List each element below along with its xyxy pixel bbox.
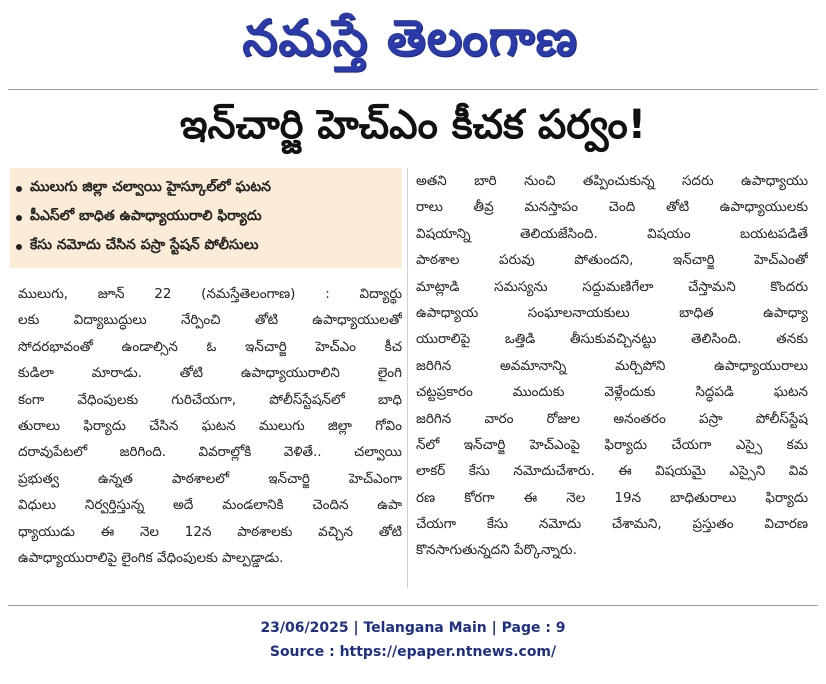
source-link[interactable]: Source : https://epaper.ntnews.com/	[269, 644, 557, 660]
masthead-divider	[8, 89, 818, 90]
text-line: తురాలు ఫిర్యాదు చేసిన ఘటన ములుగు జిల్లా గోవిం	[18, 417, 402, 434]
article-column-right	[416, 168, 808, 564]
headline: ఇన్‌చార్జి హెచ్‌ఎం కీచక పర్వం!	[180, 102, 646, 148]
text-line: సోదరభావంతో ఉండాల్సిన ఓ ఇన్‌చార్జి హెచ్‌ఎం కీచ	[18, 338, 402, 355]
highlight-text: ములుగు జిల్లా చల్వాయి హైస్కూల్‌లో ఘటన	[30, 179, 271, 195]
article-column-left	[18, 281, 402, 571]
bullet-icon	[16, 244, 22, 250]
text-line: ధ్యాయుడు ఈ నెల 12న పాఠశాలకు వచ్చిన తోటి	[18, 523, 402, 540]
masthead-title: నమస్తే తెలంగాణ	[242, 8, 578, 67]
highlight-item	[16, 203, 396, 232]
highlight-text: పీఎస్‌లో బాధిత ఉపాధ్యాయురాలి ఫిర్యాదు	[30, 208, 262, 224]
text-line: ములుగు, జూన్ 22 (నమస్తేతెలంగాణ) : విద్యార్థు	[18, 286, 402, 302]
text-line: జరిగిన వారం రోజుల అనంతరం పస్రా పోలీస్‌స్టేష	[416, 410, 808, 427]
text-line: దరావుపేటలో జరిగింది. వివరాల్లోకి వెళితే.. చల్వాయి	[18, 444, 402, 461]
text-line: రాలు తీవ్ర మనస్తాపం చెంది తోటి ఉపాధ్యాయులకు	[416, 199, 808, 216]
highlight-item	[16, 174, 396, 203]
text-line: ప్రభుత్వ ఉన్నత పాఠశాలలో ఇన్‌చార్జి హెచ్‌ఎంగా	[18, 470, 402, 487]
text-line: ఉపాధ్యాయురాలిపై లైంగిక వేధింపులకు పాల్పడ్డాడు.	[18, 549, 284, 566]
text-line: లాకర్ కేసు నమోదుచేశారు. ఈ విషయమై ఎస్సైని వివ	[416, 463, 808, 480]
text-line: కొనసాగుతున్నదని పేర్కొన్నారు.	[416, 542, 577, 559]
text-line: చట్టప్రకారం ముందుకు వెళ్లేందుకు సిద్ధపడి ఘటన	[416, 384, 808, 401]
text-line: ఉపాధ్యాయ సంఘాలనాయకులు బాధిత ఉపాధ్యా	[416, 304, 808, 321]
bullet-icon	[16, 215, 22, 221]
text-line: రణ కోరగా ఈ నెల 19న బాధితురాలు ఫిర్యాదు	[416, 489, 808, 506]
edition-info: 23/06/2025 | Telangana Main | Page : 9	[260, 620, 566, 636]
text-line: కుడిలా మారాడు. తోటి ఉపాధ్యాయురాలిని లైంగి	[18, 365, 402, 382]
text-line: కంగా వేధింపులకు గురిచేయగా, పోలీస్‌స్టేషన్‌లో బాధి	[18, 391, 402, 408]
column-divider	[407, 168, 408, 588]
text-line: విధులు నిర్వర్తిస్తున్న అదే మండలానికి చెందిన ఉపా	[18, 497, 402, 514]
highlight-text: కేసు నమోదు చేసిన పస్రా స్టేషన్ పోలీసులు	[30, 237, 259, 253]
text-line: అతని బారి నుంచి తప్పించుకున్న సదరు ఉపాధ్యాయు	[416, 173, 808, 189]
text-line: చేయగా కేసు నమోదు చేశామని, ప్రస్తుతం విచారణ	[416, 516, 808, 533]
text-line: మాట్లాడి సమస్యను సద్దుమణిగేలా చేస్తామని కొందరు	[416, 278, 808, 295]
highlight-item	[16, 232, 396, 261]
text-line: జరిగిన అవమానాన్ని మర్చిపోని ఉపాధ్యాయురాలు	[416, 357, 808, 374]
bullet-icon	[16, 186, 22, 192]
footer-divider	[8, 605, 818, 606]
text-line: లకు విద్యాబుద్ధులు నేర్పించి తోటి ఉపాధ్యాయులతో	[18, 312, 402, 329]
text-line: న్‌లో ఇన్‌చార్జి హెచ్‌ఎంపై ఫిర్యాదు చేయగా ఎస్సై కమ	[416, 436, 808, 453]
highlights-box	[10, 168, 402, 268]
text-line: విషయాన్ని తెలియజేసింది. విషయం బయటపడితే	[416, 225, 808, 242]
text-line: పాఠశాల పరువు పోతుందని, ఇన్‌చార్జి హెచ్‌ఎంతో	[416, 252, 808, 269]
text-line: యురాలిపై ఒత్తిడి తీసుకువచ్చినట్టు తెలిసింది. తనకు	[416, 331, 808, 348]
